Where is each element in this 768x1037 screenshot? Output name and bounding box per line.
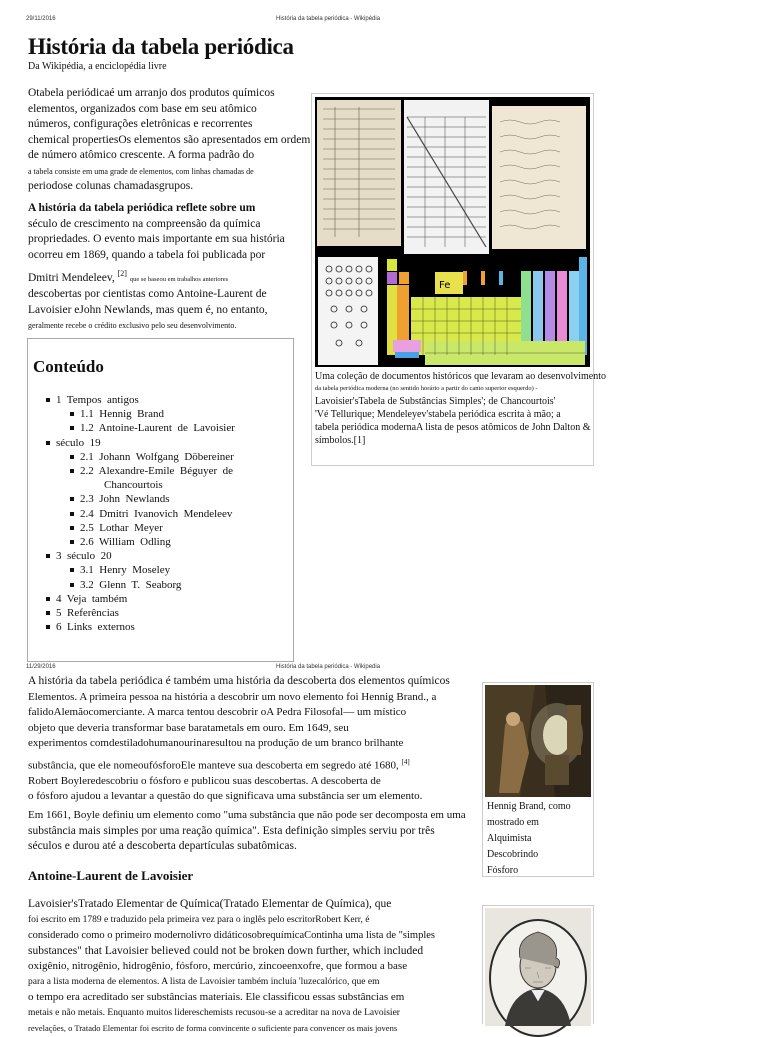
toc-item[interactable] [80, 421, 235, 435]
toc-item[interactable] [80, 450, 235, 464]
history-bold-line: A história da tabela periódica reflete sobre um [28, 202, 256, 214]
body-line: experimentos comdestiladohumanourinaresultou na produção de um branco brilhante [28, 737, 404, 749]
toc-item-label: 3.2 Glenn T. Seaborg [80, 578, 182, 591]
toc-item[interactable] [56, 436, 235, 450]
body-line: substância mais simples por uma reação química". Esta definição simples serviu por três [28, 824, 435, 837]
body-line: Robert Boyleredescobriu o fósforo e publicou suas descobertas. A descoberta de [28, 774, 381, 787]
hennig-brand-painting [485, 685, 591, 797]
figure-caption [315, 370, 607, 447]
body-line: Elementos. A primeira pessoa na história a descobrir um novo elemento foi Hennig Brand., a [28, 690, 437, 703]
body-line: metais e não metais. Enquanto muitos lidereschemists recusou-se a acreditar na nova de Lavoisier [28, 1007, 400, 1018]
toc-item[interactable] [80, 535, 235, 549]
toc-item-label: 2.6 William Odling [80, 536, 171, 549]
caption-line-small: da tabela periódica moderna (no sentido horário a partir do canto superior esquerdo) - [315, 385, 538, 392]
boyle-paragraph [28, 808, 468, 855]
caption-line: mostrado em [487, 817, 539, 828]
documents-collage-image [315, 97, 590, 367]
toc-item-label: 1 Tempos antigos [56, 394, 139, 406]
history-line: propriedades. O evento mais importante em sua história [28, 233, 285, 245]
toc-item-label: 2.5 Lothar Meyer [80, 521, 163, 534]
body-line: A história da tabela periódica é também uma história da descoberta dos elementos químicos [28, 675, 450, 687]
toc-item-label: Chancourtois [104, 479, 163, 492]
toc-item[interactable] [80, 578, 235, 592]
bullet-icon [70, 426, 74, 430]
section-heading-lavoisier: Antoine-Laurent de Lavoisier [28, 868, 194, 883]
intro-paragraph [28, 86, 318, 194]
body-line: para a lista moderna de elementos. A lista de Lavoisier também incluía 'luzecalórico, que em [28, 976, 380, 987]
intro-line: Otabela periódicaé um arranjo dos produtos químicos [28, 87, 275, 99]
bullet-icon [46, 398, 50, 402]
intro-line: chemical propertiesOs elementos são apresentados em ordem [28, 133, 311, 146]
citation-link[interactable]: [4] [401, 757, 410, 766]
modern-periodic-table [387, 257, 587, 365]
toc-item[interactable] [56, 592, 235, 606]
body-line: séculos e durou até a descoberta departículas subatômicas. [28, 840, 297, 852]
bullet-icon [46, 611, 50, 615]
brand-paragraph [28, 674, 476, 805]
painting-svg [485, 685, 591, 797]
lavoisier-portrait [485, 908, 591, 1026]
history-line: Dmitri Mendeleev, [28, 271, 115, 284]
periodic-cell-label: Fe [439, 280, 451, 291]
intro-line: de número atômico crescente. A forma padrão do [28, 149, 255, 161]
bullet-icon [70, 526, 74, 530]
bullet-icon [46, 554, 50, 558]
body-line: falidoAlemãocomerciante. A marca tentou descobrir oA Pedra Filosofal— um místico [28, 706, 407, 718]
toc-item-label: 1.1 Hennig Brand [80, 408, 165, 421]
collage-svg [315, 97, 590, 367]
toc-item[interactable] [56, 606, 235, 620]
toc-item[interactable] [80, 407, 235, 421]
brand-caption [487, 799, 591, 879]
citation-link[interactable]: [2] [117, 269, 127, 278]
portrait-svg [485, 908, 591, 1026]
toc-item[interactable] [80, 563, 235, 577]
toc-item-label: 2.1 Johann Wolfgang Döbereiner [80, 450, 234, 463]
print-page-title: História da tabela periódica - Wikipedia [276, 664, 381, 670]
intro-line: elementos, organizados com base em seu atômico [28, 102, 257, 115]
toc-item-label: 3.1 Henry Moseley [80, 564, 171, 577]
dalton-symbols-doc [318, 257, 378, 365]
toc-item[interactable] [80, 507, 235, 521]
bullet-icon [70, 412, 74, 416]
history-line-small: que se baseou em trabalhos anteriores [129, 275, 229, 283]
caption-line: Uma coleção de documentos históricos que levaram ao desenvolvimento [315, 371, 607, 382]
toc-item[interactable] [80, 492, 235, 506]
lavoisier-paragraph [28, 897, 473, 1033]
caption-line: tabela periódica modernaA lista de pesos atômicos de John Dalton & [315, 422, 591, 433]
toc-item-label: 1.2 Antoine-Laurent de Lavoisier [80, 422, 235, 435]
body-line: Lavoisier'sTratado Elementar de Química(Tratado Elementar de Química), que [28, 898, 392, 910]
body-line: foi escrito em 1789 e traduzido pela primeira vez para o inglês pelo escritorRobert Kerr, é [28, 914, 370, 925]
bullet-icon [70, 497, 74, 501]
bullet-icon [70, 512, 74, 516]
page-title: História da tabela periódica [28, 34, 294, 59]
print-page-title: História da tabela periódica - Wikipédia [276, 16, 381, 22]
bullet-icon [46, 625, 50, 629]
history-line: século de crescimento na compreensão da química [28, 217, 261, 230]
body-line: objeto que deveria transformar base baratametals em ouro. Em 1649, seu [28, 721, 349, 734]
toc-item[interactable] [80, 464, 235, 478]
body-line: o fósforo ajudou a levantar a questão do que significava uma substância ser um elemento. [28, 790, 423, 803]
toc-item[interactable] [56, 393, 235, 407]
bullet-icon [46, 597, 50, 601]
caption-line: Lavoisier'sTabela de Substâncias Simples'; de Chancourtois' [315, 396, 556, 407]
body-line: substances" that Lavoisier believed could not be broken down further, which included [28, 944, 424, 957]
toc-item[interactable] [80, 521, 235, 535]
toc-item-label: 3 século 20 [56, 550, 112, 563]
bullet-icon [46, 441, 50, 445]
bullet-icon [70, 540, 74, 544]
body-line: Em 1661, Boyle definiu um elemento como "uma substância que não pode ser decomposta em uma [28, 809, 466, 821]
history-line: geralmente recebe o crédito exclusivo pelo seu desenvolvimento. [28, 321, 237, 331]
body-line: o tempo era acreditado ser substâncias materiais. Ele classificou essas substâncias em [28, 991, 405, 1003]
bullet-icon [70, 568, 74, 572]
history-paragraph [28, 201, 303, 333]
body-line: substância, que ele nomeoufósforoEle manteve sua descoberta em segredo até 1680, [28, 759, 399, 772]
history-line: ocorreu em 1869, quando a tabela foi publicada por [28, 248, 266, 261]
toc-item-label: 4 Veja também [56, 592, 128, 605]
caption-line: Alquimista [487, 833, 532, 844]
intro-line: a tabela consiste em uma grade de elementos, com linhas chamadas de [28, 166, 254, 176]
toc-item-label: 5 Referências [56, 607, 119, 620]
body-line: considerado como o primeiro modernolivro didáticosobrequímicaContinha uma lista de "simples [28, 930, 435, 941]
print-date: 29/11/2016 [26, 16, 56, 22]
caption-line: Descobrindo [487, 849, 539, 860]
table-of-contents [27, 338, 294, 662]
history-line: Lavoisier eJohn Newlands, mas quem é, no entanto, [28, 303, 268, 316]
caption-line: 'Vé Tellurique; Mendeleyev'stabela periódica escrita à mão; a [315, 409, 561, 420]
body-line: oxigênio, nitrogênio, hidrogênio, fósforo, mercúrio, zincoeenxofre, que formou a base [28, 960, 408, 972]
toc-item[interactable] [56, 549, 235, 563]
intro-line: periodose colunas chamadasgrupos. [28, 179, 194, 192]
toc-item[interactable] [104, 478, 235, 492]
caption-line: símbolos.[1] [315, 435, 366, 446]
toc-item-label: 2.4 Dmitri Ivanovich Mendeleev [80, 507, 233, 520]
toc-item-label: 6 Links externos [56, 621, 135, 634]
toc-item-label: século 19 [56, 436, 101, 449]
historical-documents-figure [311, 93, 607, 466]
history-line: descobertas por cientistas como Antoine-Laurent de [28, 288, 267, 301]
bullet-icon [70, 455, 74, 459]
toc-item-label: 2.3 John Newlands [80, 493, 170, 506]
toc-item-label: 2.2 Alexandre-Emile Béguyer de [80, 465, 234, 478]
toc-item[interactable] [56, 620, 235, 634]
bullet-icon [70, 469, 74, 473]
page-tagline: Da Wikipédia, a enciclopédia livre [28, 61, 167, 72]
intro-line: números, configurações eletrônicas e recorrentes [28, 118, 253, 130]
hennig-brand-figure [482, 682, 594, 877]
lavoisier-figure [482, 905, 594, 1024]
toc-title: Conteúdo [33, 357, 104, 376]
caption-line: Hennig Brand, como [487, 801, 571, 812]
bullet-icon [70, 583, 74, 587]
print-date: 11/29/2016 [26, 664, 56, 670]
body-line: revelações, o Tratado Elementar foi escrito de forma convincente o suficiente para convencer os mais jovens [28, 1023, 398, 1033]
toc-list [56, 393, 235, 634]
caption-line: Fósforo [487, 865, 519, 876]
